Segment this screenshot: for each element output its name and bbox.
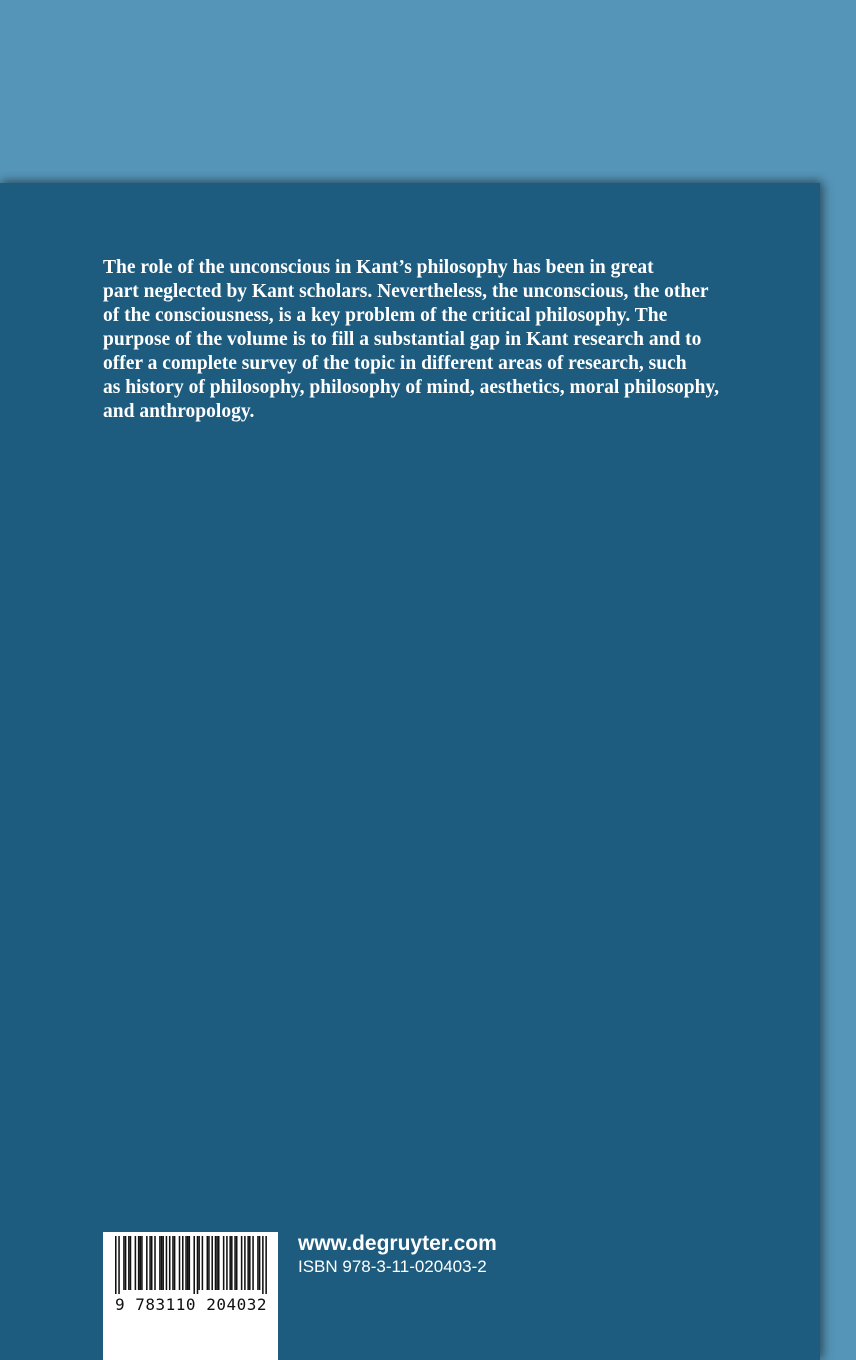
barcode-bar	[169, 1236, 171, 1290]
barcode-bar	[198, 1236, 200, 1290]
barcode-bar	[146, 1236, 148, 1290]
barcode-bar	[123, 1236, 125, 1290]
barcode-bar	[249, 1236, 251, 1290]
barcode-bar	[241, 1236, 243, 1290]
barcode-bar	[226, 1236, 228, 1290]
barcode-bar	[265, 1236, 267, 1294]
blurb-line: offer a complete survey of the topic in different areas of research, such	[103, 353, 687, 374]
blurb-line: The role of the unconscious in Kant’s philosophy has been in great	[103, 257, 654, 278]
blurb-text	[103, 256, 743, 424]
barcode-bar	[259, 1236, 261, 1290]
barcode-bar	[223, 1236, 225, 1290]
barcode-bar	[193, 1236, 195, 1294]
barcode-bar	[174, 1236, 176, 1290]
barcode-bar	[234, 1236, 236, 1290]
barcode-bar	[257, 1236, 259, 1290]
blurb-line: of the consciousness, is a key problem of the critical philosophy. The	[103, 305, 668, 326]
barcode-bar	[262, 1236, 264, 1294]
barcode-bar	[140, 1236, 142, 1290]
barcode-bar	[218, 1236, 220, 1290]
barcode-bar	[244, 1236, 246, 1290]
barcode-bar	[215, 1236, 217, 1290]
top-band	[0, 0, 856, 183]
barcode-bar	[231, 1236, 233, 1290]
barcode-bar	[159, 1236, 161, 1290]
barcode-bar	[252, 1236, 254, 1290]
barcode-bar	[149, 1236, 151, 1290]
blurb-line: and anthropology.	[103, 401, 255, 422]
barcode-bar	[189, 1236, 191, 1290]
barcode-bar	[179, 1236, 181, 1290]
isbn-label: ISBN 978-3-11-020403-2	[298, 1257, 487, 1276]
barcode-bar	[166, 1236, 168, 1290]
barcode-bar	[161, 1236, 163, 1290]
barcode-bar	[182, 1236, 184, 1290]
barcode-bar	[151, 1236, 153, 1290]
barcode-bar	[162, 1236, 164, 1290]
barcode-bar	[247, 1236, 249, 1290]
barcode-bar	[125, 1236, 127, 1290]
barcode-bar	[115, 1236, 117, 1294]
barcode-bar	[141, 1236, 143, 1290]
barcode-bar	[211, 1236, 213, 1290]
blurb-line: as history of philosophy, philosophy of mind, aesthetics, moral philosophy,	[103, 377, 720, 398]
barcode-bar	[197, 1236, 199, 1294]
blurb-line: purpose of the volume is to fill a substantial gap in Kant research and to	[103, 329, 702, 350]
barcode-digits: 9 783110 204032	[115, 1295, 267, 1314]
barcode-bar	[135, 1236, 137, 1290]
barcode-bar	[208, 1236, 210, 1290]
barcode-bar	[187, 1236, 189, 1290]
publisher-website: www.degruyter.com	[298, 1232, 497, 1255]
barcode-bar	[128, 1236, 130, 1290]
barcode-bar	[130, 1236, 132, 1290]
barcode-bar	[118, 1236, 120, 1294]
barcode-bar	[207, 1236, 209, 1290]
barcode-bar	[216, 1236, 218, 1290]
barcode-bar	[138, 1236, 140, 1290]
barcode-bar	[202, 1236, 204, 1290]
ean13-barcode-icon	[115, 1236, 267, 1294]
barcode	[103, 1232, 278, 1360]
barcode-bar	[172, 1236, 174, 1290]
barcode-bar	[229, 1236, 231, 1290]
barcode-bar	[236, 1236, 238, 1290]
barcode-bar	[154, 1236, 156, 1290]
barcode-bar	[185, 1236, 187, 1290]
blurb-line: part neglected by Kant scholars. Nevertheless, the unconscious, the other	[103, 281, 709, 302]
